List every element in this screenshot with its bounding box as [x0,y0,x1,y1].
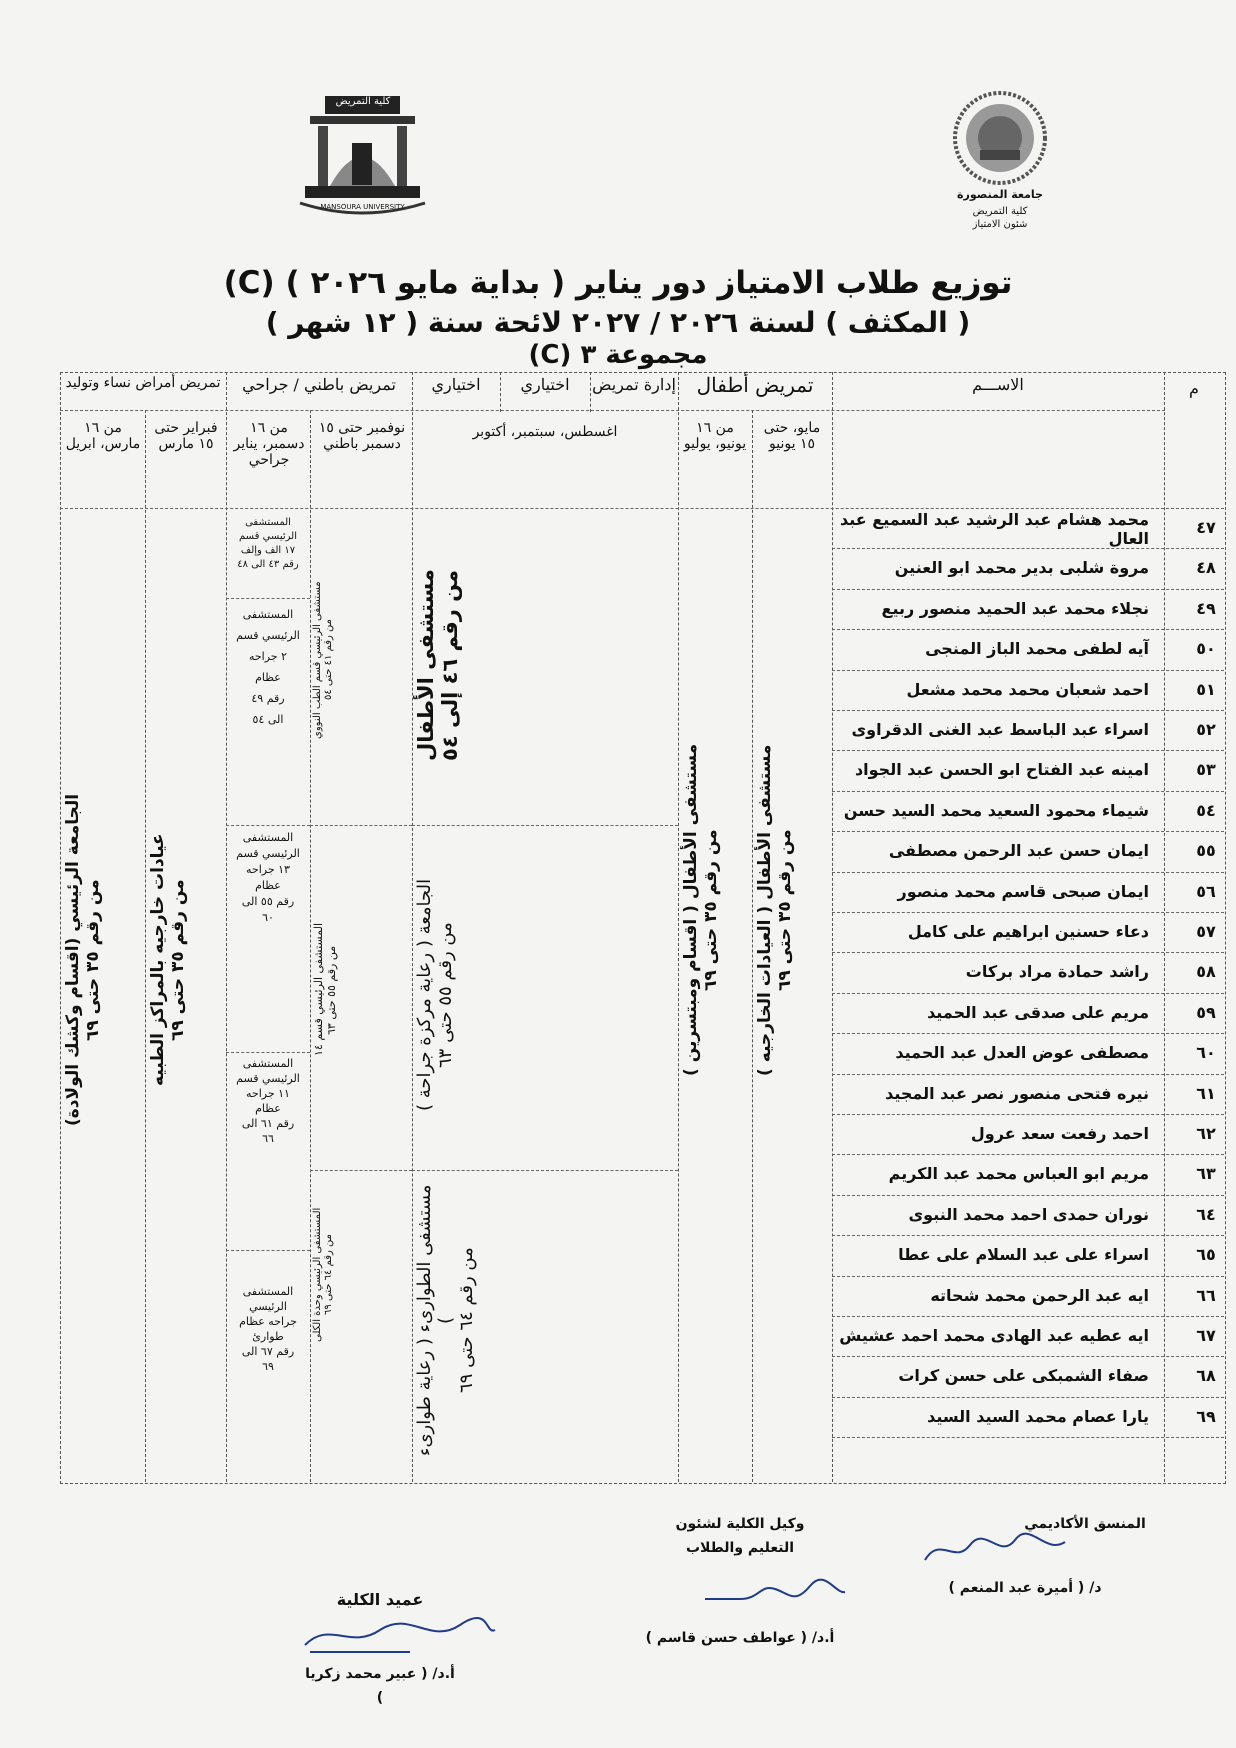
student-name: آيه لطفى محمد الباز المنجى [925,639,1149,659]
section-divider [226,598,310,599]
student-name: شيماء محمود السعيد محمد السيد حسن [843,800,1149,820]
subheader-jun-jul: من ١٦ يونيو، يوليو [683,420,747,452]
subheader-feb-mar: فبراير حتى ١٥ مارس [154,420,218,452]
student-name: نوران حمدى احمد محمد النبوى [908,1204,1149,1224]
student-name: امينه عبد الفتاح ابو الحسن عبد الجواد [854,760,1149,780]
section-divider [412,825,678,826]
student-name: ايمان حسن عبد الرحمن مصطفى [888,841,1149,861]
header-num: م [1189,379,1199,398]
col-divider [678,372,679,1482]
header-divider [60,508,1224,509]
row-divider [832,1154,1224,1155]
row-number: ٥٤ [1196,800,1216,820]
section-divider [412,1170,678,1171]
row-divider [832,1397,1224,1398]
row-number: ٦٦ [1196,1285,1216,1305]
row-divider [832,1114,1224,1115]
row-divider [832,750,1224,751]
vice-dean-title-2: التعليم والطلاب [685,1540,795,1556]
col-divider [310,410,311,1482]
faculty-logo-text: كلية التمريض [335,96,391,107]
student-name: ايه عبد الرحمن محمد شحاته [930,1285,1149,1305]
row-number: ٦٨ [1196,1366,1216,1386]
row-divider [832,1356,1224,1357]
row-number: ٥٠ [1196,639,1216,659]
assignment-elective-b: الجامعة ( رعاية مركزة جراحة ) من رقم ٥٥ حتى ٦٣ [414,878,456,1112]
row-divider [832,1437,1224,1438]
row-number: ٥٨ [1196,962,1216,982]
assignment-surgical-e: المستشفى الرئيسي جراحه عظام طوارئ رقم ٦٧ الى ٦٩ [239,1285,297,1373]
row-number: ٥٢ [1196,720,1216,739]
row-number: ٤٨ [1196,558,1216,578]
vice-dean-title-1: وكيل الكلية لشئون [675,1516,805,1532]
student-name: احمد شعبان محمد محمد مشعل [906,679,1149,699]
dean-title: عميد الكلية [336,1590,424,1609]
col-divider [752,410,753,1482]
vice-dean-signature [700,1574,850,1614]
header-divider [60,410,1165,411]
row-number: ٦٣ [1196,1164,1216,1184]
header-elective-2: اختياري [431,375,481,394]
row-number: ٥٥ [1196,841,1216,861]
row-number: ٦٩ [1196,1406,1216,1426]
page-title: توزيع طلاب الامتياز دور يناير ( بداية مايو ٢٠٢٦ ) (C) [223,265,1013,301]
assignment-surgical-a: المستشفى الرئيسي قسم ١٧ الف وإلف رقم ٤٣ الى ٤٨ [237,517,299,570]
subheader-mar-apr: من ١٦ مارس، ابريل [65,420,141,452]
student-name: يارا عصام محمد السيد السيد [927,1406,1149,1426]
student-name: ايه عطيه عبد الهادى محمد احمد عشيش [839,1326,1149,1345]
row-divider [832,1276,1224,1277]
subheader-dec-jan: من ١٦ دسمبر، يناير جراحي [233,420,305,468]
student-name: دعاء حسنين ابراهيم على كامل [907,922,1149,941]
university-logo [950,88,1050,248]
student-name: مريم ابو العباس محمد عبد الكريم [888,1164,1149,1184]
section-divider [226,1052,310,1053]
row-divider [832,629,1224,630]
student-name: اسراء عبد الباسط عبد الغنى الدقراوى [851,720,1149,739]
assignment-elective-c: مستشفى الطوارىء ( رعاية طوارىء ) من رقم ٦٤ حتى ٦٩ [414,1184,477,1456]
row-number: ٥٧ [1196,922,1216,941]
row-number: ٥١ [1196,679,1216,699]
row-divider [832,670,1224,671]
row-number: ٦٤ [1196,1204,1216,1224]
row-divider [832,1033,1224,1034]
row-number: ٦٥ [1196,1245,1216,1265]
student-name: مصطفى عوض العدل عبد الحميد [895,1043,1149,1063]
row-divider [832,710,1224,711]
row-divider [832,1235,1224,1236]
header-elective-1: اختياري [520,375,570,394]
row-number: ٦١ [1196,1083,1216,1103]
student-name: مروة شلبى بدير محمد ابو العنين [894,558,1149,578]
section-divider [226,1250,310,1251]
section-divider [226,825,310,826]
subheader-aug-oct: اغسطس، سبتمبر، أكتوبر [472,424,618,440]
row-divider [832,1316,1224,1317]
student-name: صفاء الشمبكى على حسن كرات [898,1366,1149,1386]
faculty-logo [290,88,435,218]
row-number: ٥٦ [1196,881,1216,901]
student-name: نيره فتحى منصور نصر عبد المجيد [885,1083,1149,1103]
page-subtitle: ( المكثف ) لسنة ٢٠٢٦ / ٢٠٢٧ لائحة سنة ( ١٢ شهر ) [265,306,971,339]
assignment-internal-a: مستشفى الرئيسي قسم الطب النووي من رقم ٤١ حتى ٥٤ [312,581,334,739]
row-divider [832,912,1224,913]
coordinator-signature [920,1530,1070,1570]
faculty-logo-caption: MANSOURA UNIVERSITY [320,203,405,211]
student-name: اسراء على عبد السلام على عطا [898,1245,1149,1265]
student-name: راشد حمادة مراد بركات [965,962,1149,982]
row-divider [832,952,1224,953]
row-divider [832,548,1224,549]
col-divider [145,410,146,1482]
assignment-surgical-c: المستشفى الرئيسي قسم ١٣ جراحه عظام رقم ٥٥ الى ٦٠ [236,831,300,924]
coordinator-name: د/ ( أميرة عبد المنعم ) [948,1580,1102,1596]
student-name: نجلاء محمد عبد الحميد منصور ربيع [881,598,1149,618]
section-divider [310,1170,412,1171]
vice-dean-name: أ.د/ ( عواطف حسن قاسم ) [645,1630,835,1646]
student-name: مريم على صدقى عبد الحميد [927,1002,1149,1022]
coordinator-title: المنسق الأكاديمي [1024,1516,1146,1532]
university-logo-caption: جامعة المنصورة [957,188,1043,201]
row-divider [832,993,1224,994]
header-admin: إدارة تمريض [592,375,676,394]
header-obgyn: تمريض أمراض نساء وتوليد [65,375,221,391]
assignment-obgyn-main: الجامعة الرئيسي (اقسام وكشك الولادة) من رقم ٣٥ حتى ٦٩ [63,793,103,1127]
university-logo-text-2: شئون الامتياز [972,219,1028,230]
row-number: ٤٧ [1196,518,1216,537]
dean-signature [300,1610,500,1660]
row-number: ٦٢ [1196,1124,1216,1143]
student-name: محمد هشام عبد الرشيد عبد السميع عبد العال [840,510,1149,548]
row-divider [832,1074,1224,1075]
university-logo-text-1: كلية التمريض [972,206,1028,217]
row-number: ٥٩ [1196,1002,1216,1022]
assignment-elective-a: مستشفى الأطفال من رقم ٤٦ إلى ٥٤ [414,569,462,761]
row-divider [832,872,1224,873]
subheader-may-jun: مايو، حتى ١٥ يونيو [763,420,821,452]
row-divider [832,589,1224,590]
section-divider [310,825,412,826]
row-number: ٦٠ [1196,1043,1216,1063]
student-name: احمد رفعت سعد عرول [970,1124,1149,1143]
row-number: ٥٣ [1196,760,1216,780]
assignment-surgical-b: المستشفى الرئيسي قسم ٢ جراحه عظام رقم ٤٩ الى ٥٤ [236,608,300,726]
header-pediatric: تمريض أطفال [696,373,814,397]
dean-name: أ.د/ ( عبير محمد زكريا ) [305,1666,455,1706]
row-number: ٦٧ [1196,1326,1216,1345]
row-number: ٤٩ [1196,598,1216,618]
col-divider [412,372,413,1482]
group-title: مجموعة ٣ (C) [528,340,708,370]
header-med-surg: تمريض باطني / جراحي [242,375,396,394]
assignment-pediatric-outpatient: مستشفى الأطفال ( العيادات الخارجيه ) من رقم ٣٥ حتى ٦٩ [755,744,795,1076]
row-divider [832,831,1224,832]
assignment-internal-b: المستشفى الرئيسي قسم ١٤ من رقم ٥٥ حتى ٦٣ [312,923,338,1057]
assignment-surgical-d: المستشفى الرئيسي قسم ١١ جراحه عظام رقم ٦١ الى ٦٦ [236,1057,300,1145]
row-divider [832,791,1224,792]
assignment-obgyn-outpatient: عيادات خارجيه بالمراكز الطبيه من رقم ٣٥ حتى ٦٩ [148,833,188,1087]
assignment-internal-c: المستشفى الرئيسي وحدة الكلى من رقم ٦٤ حتى ٦٩ [312,1207,334,1343]
header-name: الاســـم [972,375,1024,394]
row-divider [832,1195,1224,1196]
subheader-nov-dec: نوفمبر حتى ١٥ دسمبر باطني [318,420,406,452]
student-name: ايمان صبحى قاسم محمد منصور [897,881,1149,901]
assignment-pediatric-depts: مستشفى الأطفال ( اقسام ومبتسرين ) من رقم ٣٥ حتى ٦٩ [681,743,721,1077]
col-divider [226,372,227,1482]
